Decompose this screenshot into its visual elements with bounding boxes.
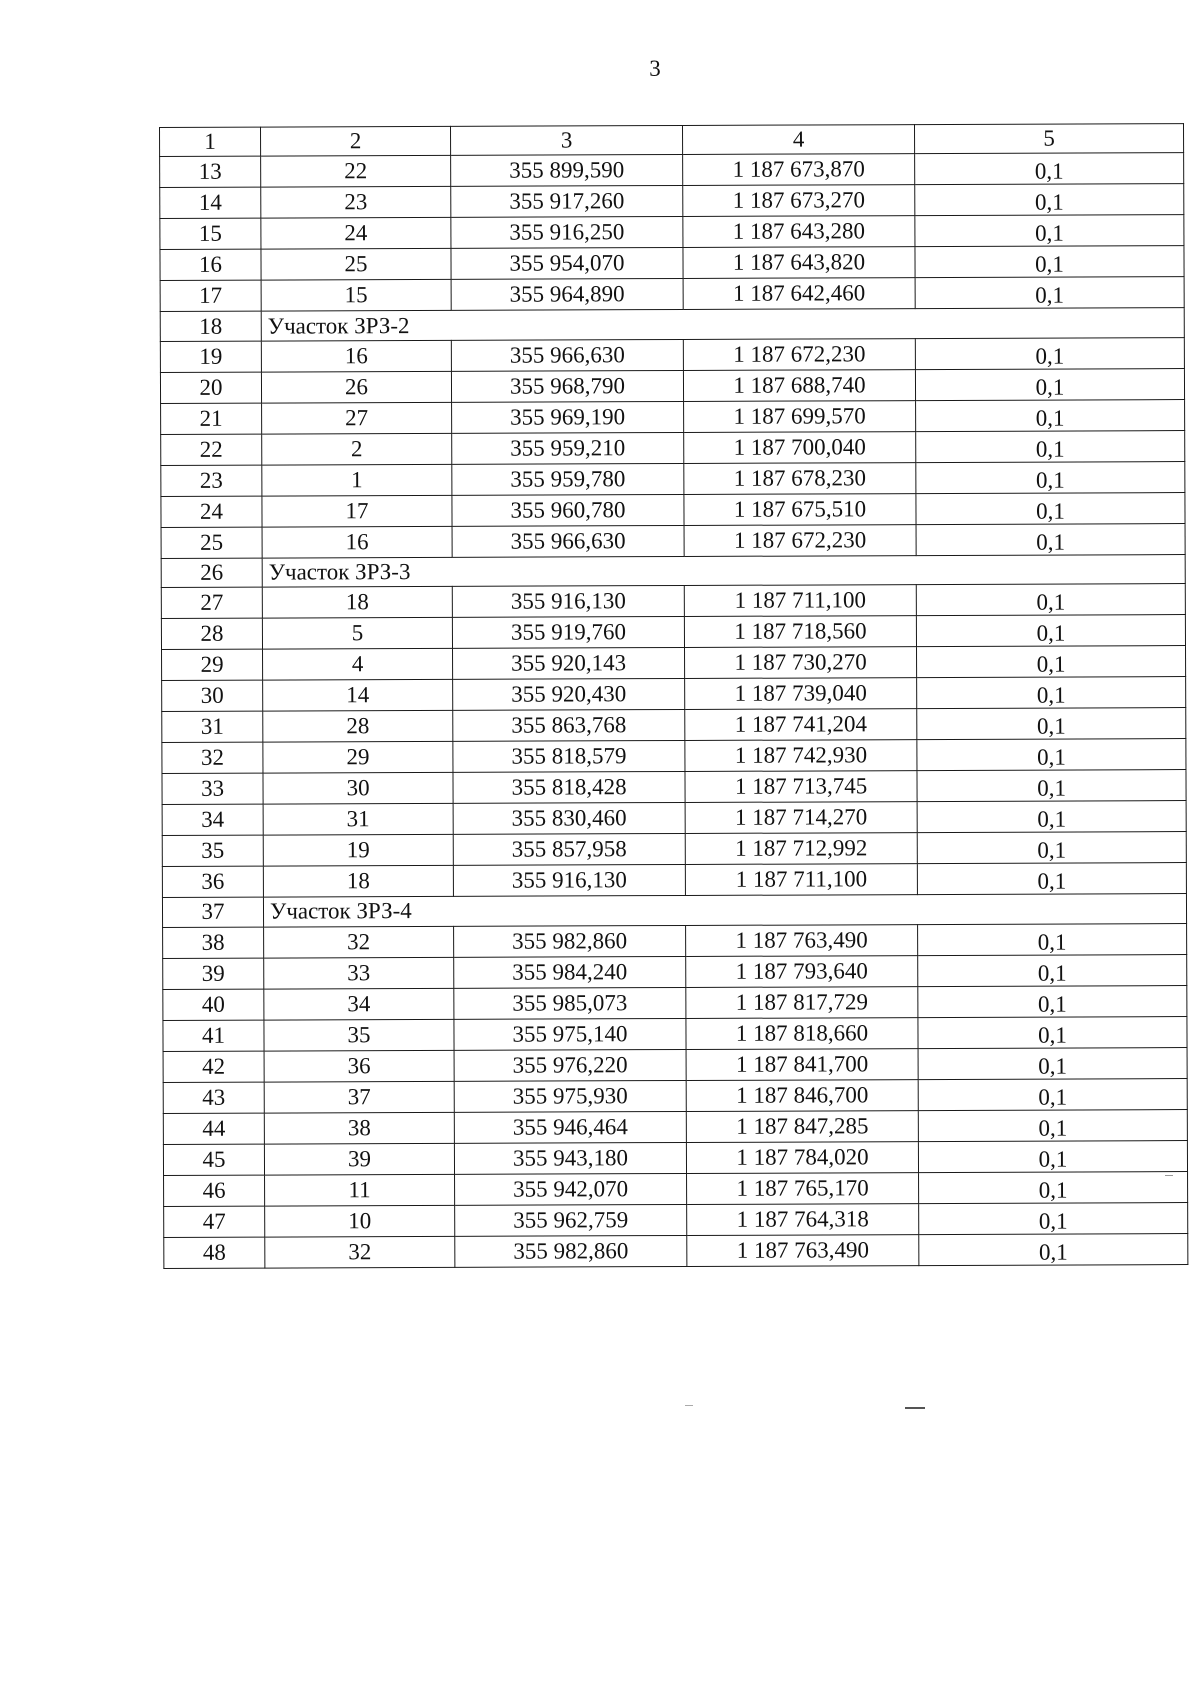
accuracy-value: 0,1 [1035,374,1065,400]
y-coordinate-cell: 1 187 765,170 [687,1172,919,1204]
row-number-cell: 36 [162,866,263,897]
table-row [160,368,1184,403]
page-number: 3 [649,56,661,81]
table-body [160,124,1188,1268]
point-number-cell: 10 [265,1205,455,1237]
x-coordinate-cell: 355 982,860 [455,1235,687,1267]
table-row [162,646,1186,681]
accuracy-cell [919,1202,1188,1234]
row-number-cell: 17 [160,280,261,311]
point-number-cell: 28 [263,711,453,743]
table-row [164,1202,1188,1237]
x-coordinate-cell: 355 946,464 [454,1111,686,1143]
table-row [163,954,1187,989]
row-number-cell: 47 [164,1206,265,1237]
point-number-cell: 26 [261,371,451,403]
point-number-cell: 4 [263,649,453,681]
accuracy-cell [917,739,1186,771]
accuracy-cell [918,1078,1187,1110]
point-number-cell: 2 [262,433,452,465]
table-row [160,246,1184,281]
point-number-cell: 27 [262,402,452,434]
table-row [162,739,1186,774]
table-row [163,1109,1187,1144]
x-coordinate-cell: 355 968,790 [451,370,683,402]
accuracy-value: 0,1 [1036,498,1065,524]
accuracy-value: 0,1 [1037,837,1067,863]
accuracy-cell [916,430,1185,462]
row-number-cell: 23 [161,465,262,496]
y-coordinate-cell: 1 187 675,510 [684,493,916,525]
point-number-cell: 29 [263,742,453,774]
x-coordinate-cell: 355 954,070 [451,248,683,280]
accuracy-value: 0,1 [1037,744,1066,770]
point-number-cell: 25 [261,249,451,281]
y-coordinate-cell: 1 187 711,100 [684,585,916,617]
x-coordinate-cell: 355 966,630 [451,339,683,371]
point-number-cell: 34 [264,988,454,1020]
x-coordinate-cell: 355 818,428 [453,772,685,804]
x-coordinate-cell: 355 964,890 [451,279,683,311]
row-number-cell: 34 [162,804,263,835]
x-coordinate-cell: 355 959,210 [452,432,684,464]
accuracy-value: 0,1 [1038,1239,1068,1265]
accuracy-value: 0,1 [1034,220,1064,247]
x-coordinate-cell: 355 857,958 [453,834,685,866]
point-number-cell: 24 [261,218,451,250]
accuracy-value: 0,1 [1036,620,1066,646]
accuracy-cell [915,368,1184,400]
x-coordinate-cell: 355 916,130 [453,865,685,897]
table-row [160,184,1184,219]
x-coordinate-cell: 355 969,190 [452,401,684,433]
y-coordinate-cell: 1 187 841,700 [686,1048,918,1080]
x-coordinate-cell: 355 962,759 [455,1204,687,1236]
accuracy-value: 0,1 [1036,713,1066,739]
point-number-cell: 38 [264,1112,454,1144]
x-coordinate-cell: 355 982,860 [454,925,686,957]
x-coordinate-cell: 355 960,780 [452,494,684,526]
accuracy-value: 0,1 [1035,405,1065,431]
y-coordinate-cell: 1 187 741,204 [685,709,917,741]
point-number-cell: 16 [262,526,452,558]
row-number-cell: 45 [163,1144,264,1175]
y-coordinate-cell: 1 187 642,460 [683,278,915,310]
table-row [160,153,1184,188]
table-row [163,1016,1187,1051]
row-number-cell: 13 [160,157,261,188]
table-row [162,770,1186,805]
x-coordinate-cell: 355 830,460 [453,803,685,835]
row-number-cell: 32 [162,742,263,773]
y-coordinate-cell: 1 187 818,660 [686,1017,918,1049]
row-number-cell: 42 [163,1051,264,1082]
row-number-cell: 43 [163,1082,264,1113]
point-number-cell: 22 [261,156,451,188]
x-coordinate-cell: 355 975,930 [454,1080,686,1112]
section-row [162,894,1186,927]
table-row [160,337,1184,372]
table-row [160,215,1184,250]
x-coordinate-cell: 355 899,590 [451,155,683,187]
table-header-row [160,124,1184,157]
row-number-cell: 35 [162,835,263,866]
accuracy-cell [917,863,1186,895]
accuracy-value: 0,1 [1037,868,1067,894]
y-coordinate-cell: 1 187 700,040 [684,431,916,463]
row-number-cell: 41 [163,1020,264,1051]
header-cell: 5 [914,124,1183,154]
table-row [161,461,1185,496]
row-number-cell: 26 [161,558,262,588]
y-coordinate-cell: 1 187 672,230 [683,338,915,370]
point-number-cell: 39 [264,1143,454,1175]
table-row [162,708,1186,743]
y-coordinate-cell: 1 187 673,270 [683,185,915,217]
accuracy-cell [919,1233,1188,1265]
row-number-cell: 16 [160,249,261,280]
accuracy-cell [916,584,1185,616]
accuracy-value: 0,1 [1035,251,1064,278]
y-coordinate-cell: 1 187 711,100 [685,864,917,896]
y-coordinate-cell: 1 187 742,930 [685,740,917,772]
accuracy-cell [915,153,1184,185]
table-row [162,832,1186,867]
accuracy-cell [918,1047,1187,1079]
point-number-cell: 32 [264,926,454,958]
section-row [160,308,1184,341]
accuracy-value: 0,1 [1035,343,1065,369]
scan-mark [685,1405,693,1406]
accuracy-value: 0,1 [1038,1177,1068,1203]
point-number-cell: 5 [262,618,452,650]
table-row [160,277,1184,312]
accuracy-cell [917,708,1186,740]
point-number-cell: 15 [261,280,451,312]
x-coordinate-cell: 355 916,250 [451,217,683,249]
x-coordinate-cell: 355 920,430 [453,679,685,711]
point-number-cell: 17 [262,495,452,527]
accuracy-value: 0,1 [1035,436,1065,462]
y-coordinate-cell: 1 187 714,270 [685,802,917,834]
y-coordinate-cell: 1 187 817,729 [686,986,918,1018]
x-coordinate-cell: 355 916,130 [452,586,684,618]
accuracy-cell [918,985,1187,1017]
accuracy-cell [915,246,1184,278]
accuracy-cell [916,523,1185,555]
row-number-cell: 37 [162,897,263,927]
table-row [161,523,1185,558]
point-number-cell: 30 [263,773,453,805]
accuracy-value: 0,1 [1038,1053,1068,1079]
y-coordinate-cell: 1 187 712,992 [685,833,917,865]
x-coordinate-cell: 355 976,220 [454,1049,686,1081]
point-number-cell: 32 [265,1236,455,1268]
header-cell: 4 [682,125,914,155]
y-coordinate-cell: 1 187 699,570 [684,400,916,432]
accuracy-cell [916,615,1185,647]
table-row [162,677,1186,712]
row-number-cell: 19 [160,341,261,372]
accuracy-value: 0,1 [1038,1146,1068,1172]
row-number-cell: 22 [161,434,262,465]
accuracy-cell [918,1109,1187,1141]
y-coordinate-cell: 1 187 730,270 [685,647,917,679]
scan-mark [905,1407,925,1409]
table-row [164,1171,1188,1206]
section-title-cell: Участок ЗРЗ-4 [263,894,1186,927]
x-coordinate-cell: 355 985,073 [454,987,686,1019]
table-row [163,1047,1187,1082]
row-number-cell: 33 [162,773,263,804]
row-number-cell: 40 [163,989,264,1020]
accuracy-cell [916,399,1185,431]
section-title-cell: Участок ЗРЗ-2 [261,308,1184,341]
y-coordinate-cell: 1 187 673,870 [683,154,915,186]
section-title-cell: Участок ЗРЗ-3 [262,554,1185,587]
accuracy-cell [917,646,1186,678]
row-number-cell: 15 [160,219,261,250]
accuracy-cell [915,184,1184,216]
accuracy-value: 0,1 [1036,682,1066,708]
accuracy-value: 0,1 [1037,929,1067,955]
point-number-cell: 16 [261,340,451,372]
accuracy-cell [916,461,1185,493]
accuracy-value: 0,1 [1034,158,1064,185]
accuracy-value: 0,1 [1037,775,1066,801]
accuracy-cell [915,215,1184,247]
accuracy-cell [915,337,1184,369]
point-number-cell: 1 [262,464,452,496]
accuracy-value: 0,1 [1036,529,1066,555]
row-number-cell: 44 [163,1113,264,1144]
accuracy-value: 0,1 [1037,806,1067,832]
y-coordinate-cell: 1 187 764,318 [687,1203,919,1235]
row-number-cell: 46 [164,1175,265,1206]
accuracy-cell [918,954,1187,986]
row-number-cell: 25 [161,527,262,558]
row-number-cell: 21 [161,403,262,434]
y-coordinate-cell: 1 187 763,490 [687,1234,919,1266]
header-cell: 1 [160,127,261,157]
y-coordinate-cell: 1 187 718,560 [684,616,916,648]
y-coordinate-cell: 1 187 643,820 [683,247,915,279]
y-coordinate-cell: 1 187 678,230 [684,462,916,494]
x-coordinate-cell: 355 966,630 [452,525,684,557]
point-number-cell: 37 [264,1081,454,1113]
header-cell: 2 [261,126,451,156]
row-number-cell: 38 [163,927,264,958]
point-number-cell: 19 [263,835,453,867]
y-coordinate-cell: 1 187 713,745 [685,771,917,803]
table-row [161,584,1185,619]
accuracy-cell [919,1171,1188,1203]
x-coordinate-cell: 355 959,780 [452,463,684,495]
x-coordinate-cell: 355 975,140 [454,1018,686,1050]
y-coordinate-cell: 1 187 643,280 [683,216,915,248]
accuracy-cell [918,1016,1187,1048]
accuracy-value: 0,1 [1038,1022,1067,1048]
x-coordinate-cell: 355 942,070 [455,1173,687,1205]
x-coordinate-cell: 355 943,180 [454,1142,686,1174]
point-number-cell: 23 [261,187,451,219]
point-number-cell: 11 [265,1174,455,1206]
accuracy-cell [917,801,1186,833]
table-row [161,430,1185,465]
accuracy-value: 0,1 [1038,1208,1068,1234]
y-coordinate-cell: 1 187 846,700 [686,1079,918,1111]
x-coordinate-cell: 355 863,768 [453,710,685,742]
point-number-cell: 36 [264,1050,454,1082]
table-row [163,985,1187,1020]
table-row [161,399,1185,434]
table-row [163,923,1187,958]
x-coordinate-cell: 355 917,260 [451,186,683,218]
row-number-cell: 39 [163,958,264,989]
accuracy-value: 0,1 [1035,467,1065,493]
table-row [163,1078,1187,1113]
y-coordinate-cell: 1 187 688,740 [683,369,915,401]
point-number-cell: 31 [263,804,453,836]
y-coordinate-cell: 1 187 672,230 [684,524,916,556]
accuracy-cell [915,277,1184,309]
row-number-cell: 18 [160,311,261,341]
table-row [161,492,1185,527]
x-coordinate-cell: 355 818,579 [453,741,685,773]
accuracy-cell [918,923,1187,955]
section-row [161,554,1185,587]
accuracy-value: 0,1 [1038,1084,1068,1110]
header-cell: 3 [450,125,682,155]
row-number-cell: 28 [161,618,262,649]
accuracy-value: 0,1 [1034,189,1064,216]
accuracy-cell [917,677,1186,709]
x-coordinate-cell: 355 920,143 [453,648,685,680]
accuracy-cell [918,1140,1187,1172]
point-number-cell: 35 [264,1019,454,1051]
row-number-cell: 27 [161,587,262,618]
row-number-cell: 31 [162,711,263,742]
y-coordinate-cell: 1 187 763,490 [686,924,918,956]
row-number-cell: 20 [160,372,261,403]
table-row [164,1233,1188,1268]
accuracy-value: 0,1 [1037,991,1067,1017]
x-coordinate-cell: 355 984,240 [454,956,686,988]
row-number-cell: 30 [162,680,263,711]
y-coordinate-cell: 1 187 847,285 [686,1110,918,1142]
coordinates-table [159,123,1188,1268]
table-row [162,801,1186,836]
point-number-cell: 18 [263,866,453,898]
accuracy-cell [916,492,1185,524]
y-coordinate-cell: 1 187 739,040 [685,678,917,710]
accuracy-cell [917,832,1186,864]
accuracy-cell [917,770,1186,802]
row-number-cell: 14 [160,188,261,219]
row-number-cell: 29 [162,649,263,680]
point-number-cell: 18 [262,587,452,619]
table-row [161,615,1185,650]
point-number-cell: 14 [263,680,453,712]
table-row [162,863,1186,898]
accuracy-value: 0,1 [1037,960,1067,986]
accuracy-value: 0,1 [1038,1115,1068,1141]
accuracy-value: 0,1 [1035,282,1065,309]
row-number-cell: 24 [161,496,262,527]
x-coordinate-cell: 355 919,760 [452,617,684,649]
accuracy-value: 0,1 [1036,589,1066,615]
row-number-cell: 48 [164,1237,265,1268]
y-coordinate-cell: 1 187 793,640 [686,955,918,987]
y-coordinate-cell: 1 187 784,020 [686,1141,918,1173]
scan-mark [1165,1175,1173,1176]
accuracy-value: 0,1 [1036,651,1066,677]
point-number-cell: 33 [264,957,454,989]
table-row [163,1140,1187,1175]
